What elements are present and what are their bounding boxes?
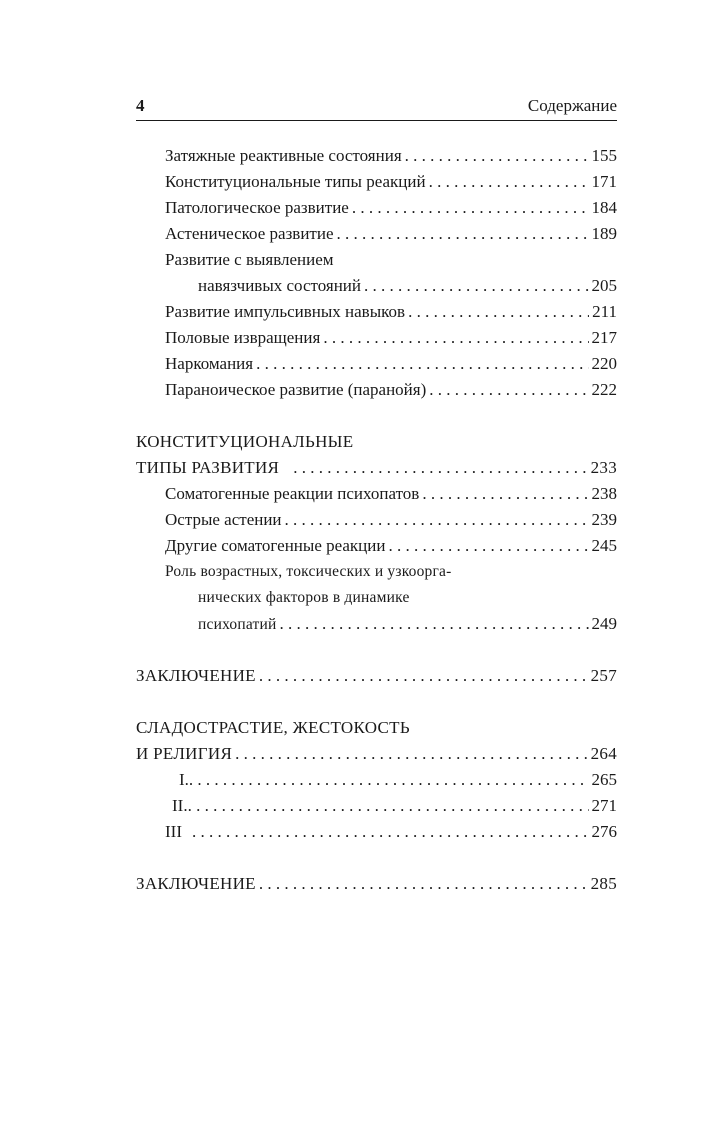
toc-entry-part-iii[interactable] xyxy=(136,819,617,845)
dot-leader xyxy=(259,871,588,897)
toc-entry-title-line: СЛАДОСТРАСТИЕ, ЖЕСТОКОСТЬ xyxy=(136,718,410,737)
toc-page-number: 239 xyxy=(591,510,617,529)
toc-entry-title: Параноическое развитие (паранойя) xyxy=(165,380,427,399)
toc-page-number: 276 xyxy=(591,822,617,841)
toc-entry-other-somatogenic-reactions[interactable] xyxy=(136,533,617,559)
toc-page-number: 189 xyxy=(591,224,617,243)
toc-entry-part-ii[interactable] xyxy=(136,793,617,819)
dot-leader xyxy=(256,351,588,377)
toc-entry-title: ЗАКЛЮЧЕНИЕ xyxy=(136,666,256,685)
toc-page-number: 264 xyxy=(590,744,617,763)
toc-entry-protracted-reactive-states[interactable] xyxy=(136,143,617,169)
toc-entry-part-i[interactable] xyxy=(136,767,617,793)
toc-entry-obsessive-states-development[interactable] xyxy=(136,247,617,299)
dot-leader xyxy=(364,273,589,299)
toc-page-number: 265 xyxy=(591,770,617,789)
toc-entry-title: II. xyxy=(172,796,188,815)
dot-leader xyxy=(388,533,588,559)
toc-page-number: 220 xyxy=(591,354,617,373)
toc-entry-somatogenic-reactions[interactable] xyxy=(136,481,617,507)
toc-entry-title: III xyxy=(165,822,182,841)
dot-leader xyxy=(352,195,589,221)
toc-entry-title: Конституциональные типы реакций xyxy=(165,172,426,191)
toc-entry-title-line: КОНСТИТУЦИОНАЛЬНЫЕ xyxy=(136,432,354,451)
toc-entry-title: Развитие импульсивных навыков xyxy=(165,302,406,321)
table-of-contents xyxy=(136,143,617,897)
toc-entry-title-line: И РЕЛИГИЯ xyxy=(136,744,233,763)
dot-leader xyxy=(189,767,589,793)
toc-entry-title: Острые астении xyxy=(165,510,282,529)
dot-leader xyxy=(337,221,589,247)
toc-entry-title-line: Развитие с выявлением xyxy=(165,250,334,269)
toc-page-number: 184 xyxy=(591,198,617,217)
toc-page-number: 245 xyxy=(591,536,617,555)
toc-page-number: 271 xyxy=(591,796,617,815)
section-gap xyxy=(136,403,617,429)
toc-entry-sexual-perversions[interactable] xyxy=(136,325,617,351)
section-gap xyxy=(136,845,617,871)
dot-leader xyxy=(408,299,589,325)
toc-entry-title: ЗАКЛЮЧЕНИЕ xyxy=(136,874,256,893)
toc-entry-voluptuousness-cruelty-religion[interactable] xyxy=(136,715,617,767)
dot-leader xyxy=(293,455,587,481)
toc-page-number: 257 xyxy=(590,666,617,685)
toc-page-number: 155 xyxy=(591,146,617,165)
toc-entry-title-line: нических факторов в динамике xyxy=(198,589,410,606)
toc-page-number: 222 xyxy=(591,380,617,399)
toc-entry-constitutional-development-types[interactable] xyxy=(136,429,617,481)
toc-entry-age-toxic-factors[interactable] xyxy=(136,559,617,637)
toc-entry-title: Затяжные реактивные состояния xyxy=(165,146,402,165)
toc-entry-title: Патологическое развитие xyxy=(165,198,349,217)
book-page xyxy=(136,0,617,1123)
toc-entry-title-line: Роль возрастных, токсических и узкоорга- xyxy=(165,563,452,580)
toc-entry-title: I. xyxy=(179,770,189,789)
toc-entry-acute-asthenias[interactable] xyxy=(136,507,617,533)
toc-page-number: 238 xyxy=(591,484,617,503)
toc-entry-conclusion-1[interactable] xyxy=(136,663,617,689)
toc-entry-title-line: психопатий xyxy=(198,616,277,633)
toc-entry-drug-addiction[interactable] xyxy=(136,351,617,377)
toc-entry-title: Астеническое развитие xyxy=(165,224,334,243)
toc-page-number: 205 xyxy=(591,276,617,295)
section-gap xyxy=(136,689,617,715)
dot-leader xyxy=(405,143,589,169)
toc-page-number: 211 xyxy=(592,302,617,321)
toc-page-number: 249 xyxy=(591,614,617,633)
toc-entry-conclusion-2[interactable] xyxy=(136,871,617,897)
toc-page-number: 285 xyxy=(590,874,617,893)
toc-entry-constitutional-reaction-types[interactable] xyxy=(136,169,617,195)
dot-leader xyxy=(280,611,589,637)
dot-leader xyxy=(429,377,588,403)
dot-leader xyxy=(259,663,588,689)
dot-leader xyxy=(429,169,589,195)
toc-entry-paranoid-development[interactable] xyxy=(136,377,617,403)
page-number: 4 xyxy=(136,96,145,115)
section-gap xyxy=(136,637,617,663)
running-header xyxy=(136,96,617,121)
dot-leader xyxy=(188,793,589,819)
toc-page-number: 217 xyxy=(591,328,617,347)
toc-entry-title: Наркомания xyxy=(165,354,254,373)
dot-leader xyxy=(422,481,588,507)
toc-entry-asthenic-development[interactable] xyxy=(136,221,617,247)
toc-entry-title: Половые извращения xyxy=(165,328,321,347)
toc-entry-pathological-development[interactable] xyxy=(136,195,617,221)
dot-leader xyxy=(323,325,588,351)
dot-leader xyxy=(285,507,589,533)
running-title: Содержание xyxy=(527,96,617,115)
dot-leader xyxy=(192,819,589,845)
toc-entry-title: Другие соматогенные реакции xyxy=(165,536,386,555)
toc-entry-title: Соматогенные реакции психопатов xyxy=(165,484,420,503)
toc-entry-impulsive-habits-development[interactable] xyxy=(136,299,617,325)
dot-leader xyxy=(235,741,588,767)
toc-page-number: 171 xyxy=(591,172,617,191)
toc-page-number: 233 xyxy=(590,458,617,477)
toc-entry-title-line: ТИПЫ РАЗВИТИЯ xyxy=(136,458,280,477)
toc-entry-title-line: навязчивых состояний xyxy=(198,276,361,295)
